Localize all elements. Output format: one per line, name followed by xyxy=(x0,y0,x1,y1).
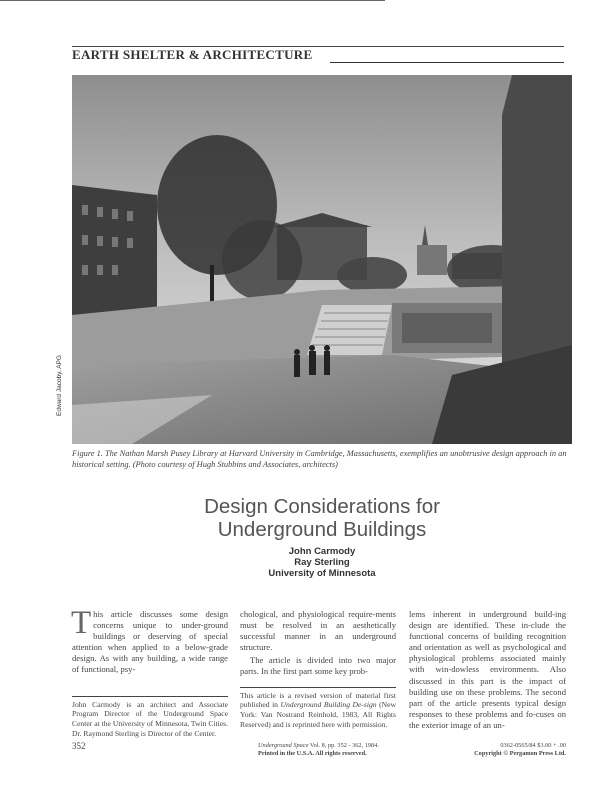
col1-text: his article discusses some design concerns unique to under-ground buildings or deserving of special attention when applied to a below-grade design. As with any building, a wide range of functional, psy- xyxy=(72,609,228,675)
citation: Vol. 8, pp. 352 - 362, 1984. xyxy=(308,742,379,749)
drop-cap: T xyxy=(71,605,92,641)
copyright: Copyright © Pergamon Press Ltd. xyxy=(474,750,566,757)
affiliation: University of Minnesota xyxy=(268,568,376,579)
author-bio-footnote: John Carmody is an architect and Associate Program Director of the Underground Space Center at the University of Minnesota, Twin Cities. Dr. Raymond Sterling is Director of the Center. xyxy=(72,699,228,738)
top-edge-rule xyxy=(0,0,385,1)
printed-notice: Printed in the U.S.A. All rights reserved. xyxy=(258,750,367,757)
author-1: John Carmody xyxy=(288,546,356,557)
source-footnote: This article is a revised version of material first published in Underground Building De-sign (New York: Van Nostrand Reinhold, 1983, All Rights Reserved) and is reprinted here with permission. xyxy=(240,690,397,729)
price-copyright xyxy=(466,742,566,758)
price-code: 0362-0565/84 $3.00 + .00 xyxy=(500,742,566,749)
col2-paragraph-a: chological, and physiological require-ments must be resolved in an aesthetically successful manner in an underground structure. xyxy=(240,609,396,653)
footnote-rule-2 xyxy=(240,687,396,688)
author-2: Ray Sterling xyxy=(294,557,350,568)
body-column-1 xyxy=(71,605,228,739)
col2-paragraph-b: The article is divided into two major parts. In the first part some key prob- xyxy=(240,655,396,677)
title-line-1: Design Considerations for xyxy=(204,495,440,518)
photo-credit: Edward Jacoby, APG xyxy=(56,355,63,416)
body-column-3 xyxy=(409,609,566,731)
article-title xyxy=(72,495,572,541)
page-number: 352 xyxy=(72,741,86,751)
header-rule-line xyxy=(330,62,564,63)
figure-caption: Figure 1. The Nathan Marsh Pusey Library at Harvard University in Cambridge, Massachusetts, exemplifies an unobtrusive design approach in an historical setting. (Photo courtesy of Hugh Stubbins and Associates, architects) xyxy=(72,449,567,469)
figure-photo xyxy=(72,75,572,444)
journal-section-header: EARTH SHELTER & ARCHITECTURE xyxy=(72,47,313,62)
publication-info xyxy=(258,742,379,758)
journal-name: Underground Space xyxy=(258,742,309,749)
author-block xyxy=(72,546,572,579)
col3-text: lems inherent in underground build-ing design are identified. These in-clude the functional concerns of building recognition and orientation as well as psychological and physiological problems associated mainly with win-dowless environments. Also discussed in this part is the impact of building use on these problems. The second part of the article presents typical design responses to these problems and fo-cuses on the exterior image of an un- xyxy=(409,609,566,730)
body-column-2 xyxy=(240,609,396,730)
footnote-rule-1 xyxy=(72,696,228,697)
title-line-2: Underground Buildings xyxy=(217,518,427,541)
